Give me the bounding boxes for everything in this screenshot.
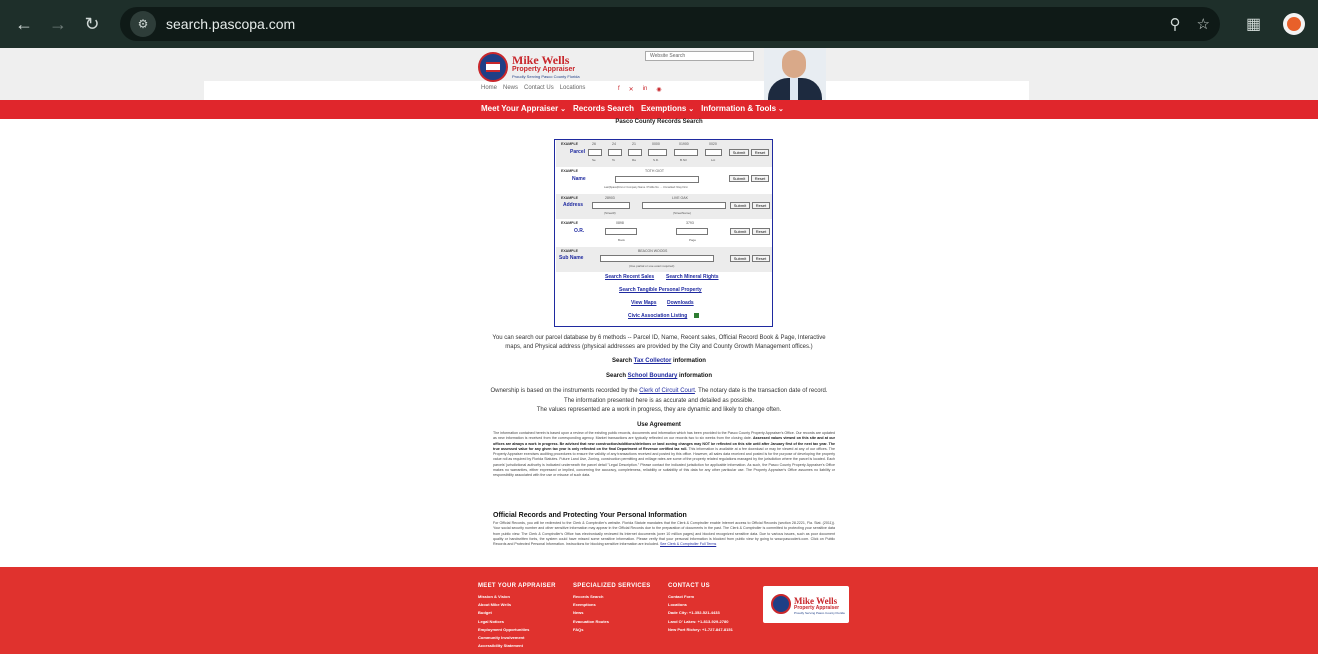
- footer-heading: MEET YOUR APPRAISER: [478, 583, 556, 589]
- logo-name[interactable]: Mike Wells: [512, 53, 570, 67]
- tax-collector-line: [0, 357, 1318, 366]
- records-search-box: [554, 139, 773, 327]
- reload-icon[interactable]: ↻: [84, 13, 100, 34]
- subname-reset-button[interactable]: Reset: [752, 255, 770, 262]
- use-agreement-bold: Assessed values viewed on this site and at our offices are always a work in progress. Be advised that new construction/additions/deletions or land zoning changes may NOT be reflected on this site until after January first of the next tax year. The true assessed value for any given tax year is only reflected on the final Department of Revenue certified tax roll.: [493, 436, 836, 451]
- bookmark-star-icon[interactable]: ☆: [1196, 16, 1210, 33]
- header-nav: [481, 85, 585, 91]
- clerk-court-link[interactable]: Clerk of Circuit Court: [639, 388, 695, 394]
- footer-link[interactable]: News: [573, 610, 584, 616]
- official-records-body: For Official Records, you will be redirected to the Clerk & Comptroller's website. Florida Statute mandates that the Clerk & Comptroller enable Internet access to Official Records (section 28.2221, Fla. Stat. (2011)). Your social security number and other sensitive information may appear in the Official Records due to the preparation of documents in the past. The Clerk & Comptroller is committed to protecting your sensitive data from public view. The Clerk & Comptroller's Office has electronically reviewed its Internet documents (over 10 million pages) and blocked recognized sensitive data. Due to various issues, such as poor document quality or handwritten fonts, the system could have missed some sensitive information. Please verify that your personal information is blocked from public view by going to www.pascoclerk.com. Click on Public Records and Protected Personal Information. Instructions for blocking sensitive information are included.: [493, 521, 835, 547]
- civic-association-link[interactable]: Civic Association Listing: [628, 313, 688, 319]
- or-page-input[interactable]: [676, 228, 708, 235]
- address-example-street: LIVE OAK: [672, 196, 688, 200]
- or-example-book: 0898: [616, 221, 624, 225]
- official-records-text: [493, 521, 835, 547]
- footer-phone[interactable]: Land O' Lakes: +1-813-929-2780: [668, 618, 729, 624]
- parcel-hint: Lot: [711, 158, 716, 162]
- nav-meet-appraiser[interactable]: Meet Your Appraiser ⌄: [481, 104, 566, 113]
- parcel-example-lot: 0020: [709, 142, 717, 146]
- parcel-example-sd: 0000: [652, 142, 660, 146]
- tax-suffix: information: [672, 358, 706, 364]
- footer-col-contact: [668, 583, 733, 634]
- subname-input[interactable]: [600, 255, 714, 262]
- main-nav: [481, 104, 784, 113]
- example-label: EXAMPLE: [561, 196, 578, 200]
- or-row: [556, 219, 772, 247]
- info-line-2: maps, and Physical address (physical addresses are provided by the City and County Growth Management offices.): [505, 344, 813, 350]
- logo-tagline: Proudly Serving Pasco County Florida: [512, 74, 580, 79]
- footer-col-services: [573, 583, 651, 634]
- tax-prefix: Search: [612, 358, 633, 364]
- parcel-example-to: 24: [612, 142, 616, 146]
- or-book-input[interactable]: [605, 228, 637, 235]
- example-label: EXAMPLE: [561, 221, 578, 225]
- footer-link[interactable]: About Mike Wells: [478, 602, 512, 608]
- downloads-link[interactable]: Downloads: [667, 300, 694, 306]
- school-boundary-link[interactable]: School Boundary: [627, 373, 678, 379]
- footer: [0, 567, 1318, 654]
- subname-example: BEACON WOODS: [638, 249, 668, 253]
- view-maps-link[interactable]: View Maps: [631, 300, 657, 306]
- address-hint: (StreetName): [673, 211, 692, 215]
- footer-link[interactable]: Mission & Vision: [478, 594, 510, 599]
- or-reset-button[interactable]: Reset: [752, 228, 770, 235]
- ownership-line: [0, 387, 1318, 396]
- parcel-range-input[interactable]: [628, 149, 642, 156]
- use-agreement-intro: The information contained herein is based upon a review of the existing public records, documents and information which has been provided to the Pasco County Property Appraiser's Office. Our records are updated as new information is received from the corresponding agency. Market transactions are typically reflected on our records two to six weeks from the closing date.: [493, 431, 835, 441]
- back-icon[interactable]: ←: [15, 13, 33, 34]
- footer-heading: CONTACT US: [668, 583, 710, 589]
- use-agreement-body: This information is available at a fee download or may be viewed at any of our offices. The Property Appraiser exercises auditing procedures to ensure the validity of any transactions received and posted by this office. However, all sales data received and posted is for the purpose of developing the property value roll as required by Florida Statutes. Future Land Use, Zoning, construction permitting and millage rates are some of the property related regulations managed by the jurisdiction where the parcel is located. Each parcels' jurisdictional authority is indicated underneath the parcel detail "Legal Description." Please contact the indicated jurisdiction for applicable information. As such, the Pasco County Property Appraiser's Office makes no warranties, either expressed or implied, concerning the accuracy, completeness, reliability or suitability of this data for any other particular use. The Property Appraiser's Office assumes no liability or responsibility associated with the use or misuse of such data.: [493, 446, 835, 478]
- parcel-reset-button[interactable]: Reset: [751, 149, 769, 156]
- example-label: EXAMPLE: [561, 169, 578, 173]
- footer-seal-icon: [771, 594, 791, 614]
- nav-info-tools[interactable]: Information & Tools ⌄: [701, 104, 784, 113]
- address-bar[interactable]: [120, 7, 1220, 41]
- subname-hint: (Use partial or use exact required): [629, 264, 675, 268]
- or-hint: Book: [618, 238, 625, 242]
- address-submit-button[interactable]: Submit: [730, 202, 750, 209]
- footer-link[interactable]: Evacuation Routes: [573, 618, 610, 624]
- footer-link[interactable]: Employment Opportunities: [478, 626, 530, 632]
- footer-link[interactable]: Accessibility Statement: [478, 643, 523, 649]
- nav-contact[interactable]: Contact Us: [524, 85, 554, 91]
- nav-news[interactable]: News: [503, 85, 519, 91]
- parcel-hint: Se: [592, 158, 596, 162]
- accuracy-line: The information presented here is as accurate and detailed as possible.: [563, 398, 755, 404]
- extensions-icon[interactable]: ▦: [1246, 16, 1262, 33]
- tax-collector-link[interactable]: Tax Collector: [633, 358, 672, 364]
- logo-seal-icon[interactable]: [478, 52, 508, 82]
- address-row: [556, 194, 772, 219]
- name-label: Name: [572, 176, 586, 182]
- footer-link[interactable]: Contact Form: [668, 594, 694, 599]
- info-line-1: You can search our parcel database by 6 methods -- Parcel ID, Name, Recent sales, Official Record Book & Page, Interactive: [492, 335, 826, 341]
- footer-heading: SPECIALIZED SERVICES: [573, 583, 651, 589]
- footer-logo-name: Mike Wells: [794, 596, 838, 606]
- official-records-title: Official Records and Protecting Your Personal Information: [493, 512, 687, 519]
- address-label: Address: [563, 202, 584, 208]
- use-agreement-title: Use Agreement: [637, 422, 681, 428]
- footer-link[interactable]: Locations: [668, 602, 687, 608]
- footer-col-appraiser: [478, 583, 556, 650]
- footer-link[interactable]: FAQs: [573, 626, 584, 632]
- parcel-section-input[interactable]: [588, 149, 602, 156]
- or-submit-button[interactable]: Submit: [730, 228, 750, 235]
- website-search-input[interactable]: Website Search: [645, 51, 754, 61]
- social-links: [618, 86, 662, 93]
- values-line: The values represented are a work in progress, they are dynamic and likely to change often.: [536, 407, 782, 413]
- school-suffix: information: [679, 373, 713, 379]
- subname-submit-button[interactable]: Submit: [730, 255, 750, 262]
- example-label: EXAMPLE: [561, 142, 578, 146]
- name-reset-button[interactable]: Reset: [751, 175, 769, 182]
- site-info-icon[interactable]: ⚙: [130, 11, 156, 37]
- header-white-strip: [204, 81, 1029, 100]
- name-input[interactable]: [615, 176, 699, 183]
- street-name-input[interactable]: [642, 202, 726, 209]
- address-hint: (Street#): [604, 211, 616, 215]
- parcel-example-blk: 01900: [679, 142, 689, 146]
- or-label: O.R.: [574, 228, 585, 234]
- footer-phone[interactable]: Dade City: +1-352-521-4433: [668, 610, 720, 616]
- parcel-example-ra: 21: [632, 142, 636, 146]
- parcel-example-se: 26: [592, 142, 596, 146]
- parcel-label: Parcel: [570, 149, 586, 155]
- browser-toolbar: [0, 0, 1318, 48]
- example-label: EXAMPLE: [561, 249, 578, 253]
- parcel-lot-input[interactable]: [705, 149, 722, 156]
- footer-logo[interactable]: [763, 586, 849, 623]
- clerk-full-terms-link[interactable]: See Clerk & Comptroller Full Terms: [660, 542, 717, 547]
- footer-link[interactable]: Records Search: [573, 594, 604, 599]
- name-submit-button[interactable]: Submit: [729, 175, 749, 182]
- zoom-icon[interactable]: ⚲: [1169, 16, 1181, 33]
- nav-records-search[interactable]: Records Search: [573, 104, 634, 113]
- parcel-township-input[interactable]: [608, 149, 622, 156]
- name-hint: Last|Space|First or Company Name / Profile No. ... Unmarked: Ntay First: [604, 186, 688, 189]
- instagram-icon[interactable]: ◉: [656, 87, 662, 93]
- parcel-hint: Ra: [632, 158, 636, 162]
- search-recent-sales-link[interactable]: Search Recent Sales: [605, 274, 655, 280]
- or-hint: Page: [689, 238, 697, 242]
- footer-phone[interactable]: New Port Richey: +1-727-847-8151: [668, 626, 733, 632]
- footer-link[interactable]: Exemptions: [573, 602, 596, 608]
- school-boundary-line: [0, 372, 1318, 381]
- parcel-hint: S.D.: [653, 158, 659, 162]
- logo-subtitle: Property Appraiser: [512, 66, 576, 73]
- or-example-page: 3793: [686, 221, 694, 225]
- footer-link[interactable]: Budget: [478, 610, 492, 616]
- use-agreement-text: [493, 431, 835, 479]
- search-mineral-rights-link[interactable]: Search Mineral Rights: [666, 274, 719, 280]
- parcel-hint: To: [612, 158, 616, 162]
- subname-label: Sub Name: [559, 255, 584, 261]
- nav-exemptions[interactable]: Exemptions ⌄: [641, 104, 694, 113]
- street-number-input[interactable]: [592, 202, 630, 209]
- nav-home[interactable]: Home: [481, 85, 498, 91]
- ownership-text-a: Ownership is based on the instruments recorded by the: [490, 388, 638, 394]
- appraiser-photo: [764, 48, 826, 100]
- parcel-subdivision-input[interactable]: [648, 149, 667, 156]
- parcel-block-input[interactable]: [674, 149, 698, 156]
- parcel-hint: B.Ntl: [680, 158, 687, 162]
- linkedin-icon[interactable]: in: [642, 86, 648, 92]
- footer-logo-subtitle: Property Appraiser: [794, 605, 840, 611]
- x-icon[interactable]: ✕: [628, 87, 634, 93]
- facebook-icon[interactable]: f: [618, 86, 620, 92]
- address-example-number: 28903: [605, 196, 615, 200]
- page-content: [0, 48, 1318, 654]
- url-text[interactable]: search.pascopa.com: [166, 16, 296, 32]
- parcel-submit-button[interactable]: Submit: [729, 149, 749, 156]
- forward-icon[interactable]: →: [49, 13, 67, 34]
- page-title: Pasco County Records Search: [615, 119, 703, 125]
- ownership-text-b: . The notary date is the transaction date of record.: [694, 388, 828, 394]
- school-prefix: Search: [605, 373, 626, 379]
- address-reset-button[interactable]: Reset: [752, 202, 770, 209]
- profile-avatar[interactable]: [1283, 13, 1305, 35]
- search-tangible-link[interactable]: Search Tangible Personal Property: [619, 287, 702, 293]
- footer-link[interactable]: Legal Notices: [478, 618, 505, 624]
- nav-locations[interactable]: Locations: [559, 85, 586, 91]
- excel-icon[interactable]: [694, 313, 699, 318]
- footer-logo-tagline: Proudly Serving Pasco County Florida: [794, 611, 845, 615]
- footer-link[interactable]: Community Involvement: [478, 635, 525, 641]
- name-example: TOTH GIOT: [645, 169, 664, 173]
- subname-row: [556, 247, 772, 272]
- name-row: [556, 167, 772, 194]
- parcel-row: [556, 140, 772, 167]
